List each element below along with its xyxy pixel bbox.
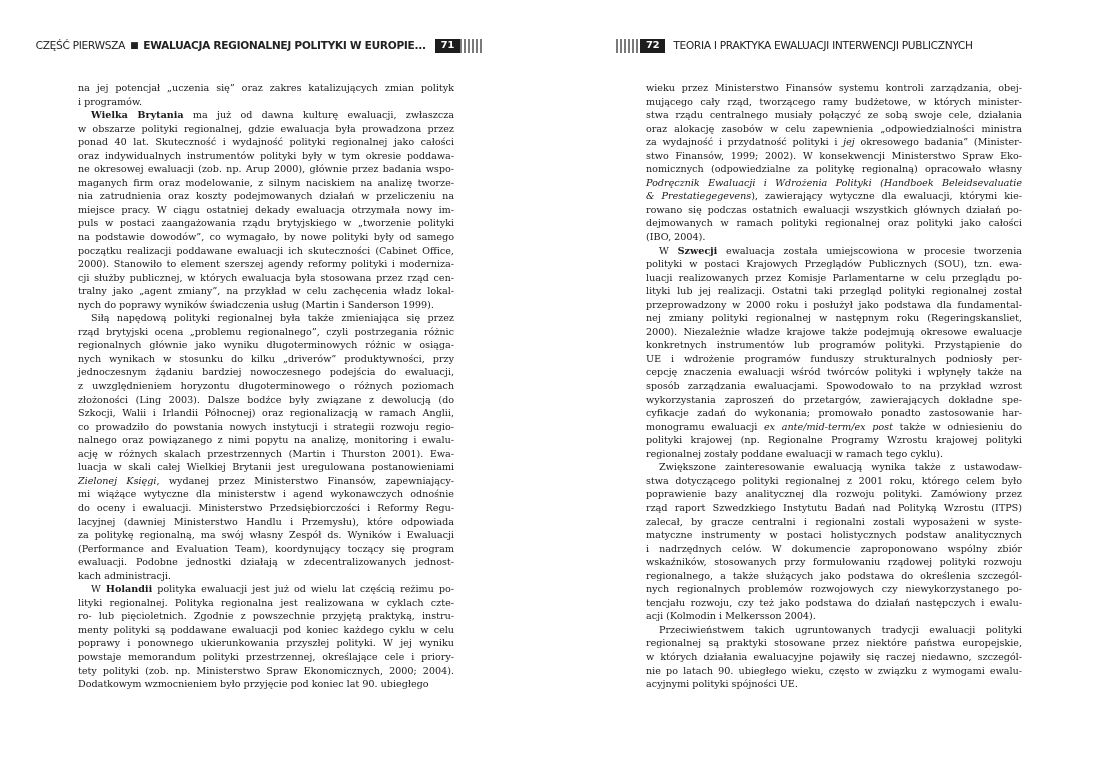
- text-line: powstaje memorandum polityki przestrzennej, określające cele i priory-: [78, 651, 454, 663]
- text-line: tencjału rozwoju, czy też jako podstawa do działań następczych i ewalu-: [646, 597, 1022, 609]
- header-book-title: TEORIA I PRAKTYKA EWALUACJI INTERWENCJI PUBLICZNYCH: [673, 40, 973, 52]
- text-line: polityki w postaci Krajowych Przeglądów Publicznych (SOU), tzn. ewa-: [646, 259, 1022, 271]
- text-line: cepcję znaczenia ewaluacji wśród twórców polityki i wpłynęły także na: [646, 367, 1022, 379]
- text-line: Wielka Brytania ma już od dawna kulturę ewaluacji, zwłaszcza: [91, 110, 454, 122]
- text-line: tralny jako „agent zmiany”, na przykład w celu zachęcenia władz lokal-: [78, 286, 454, 298]
- text-line: rowano się podczas ostatnich ewaluacji wszystkich głównych działań po-: [646, 204, 1022, 216]
- text-line: regionalnego, a także służących jako podstawa do określenia szczegól-: [646, 570, 1022, 582]
- text-line: w których działania ewaluacyjne pojawiły się raczej niedawno, szczegól-: [646, 651, 1022, 663]
- text-line: luacja w skali całej Wielkiej Brytanii jest uregulowana postanowieniami: [78, 462, 454, 474]
- text-line: regionalnych głównie jako wyniku długoterminowych różnic w osiąga-: [78, 340, 454, 352]
- text-line: acyjnymi polityki spójności UE.: [646, 679, 798, 691]
- text-line: sposób zarządzania ewaluacjami. Spowodowało to na przykład wzrost: [646, 381, 1022, 393]
- text-line: nej zmiany polityki regionalnej w następnym roku (Regeringskansliet,: [646, 313, 1022, 325]
- page-number-stripes: [460, 39, 484, 53]
- text-line: Zwiększone zainteresowanie ewaluacją wynika także z ustawodaw-: [659, 462, 1022, 474]
- text-line: ewaluacji. Podobne jednostki działają w zdecentralizowanych jednost-: [78, 557, 454, 569]
- text-line: co prowadziło do powstania nowych instytucji i strategii rozwoju regio-: [78, 421, 454, 433]
- text-line: cji służby publicznej, w których ewaluacja była stosowana przez rząd cen-: [78, 272, 454, 284]
- header-part-label: CZĘŚĆ PIERWSZA: [35, 40, 126, 52]
- text-line: rząd brytyjski ocena „problemu regionalnego”, czyli postrzegania różnic: [78, 326, 454, 338]
- text-line: w obszarze polityki regionalnej, gdzie ewaluacja była prowadzona przez: [78, 123, 454, 135]
- text-line: ro- lub pięcioletnich. Zgodnie z powszechnie przyjętą praktyką, instru-: [78, 611, 454, 623]
- text-line: Szkocji, Walii i Irlandii Północnej) oraz regionalizacją w ramach Anglii,: [78, 408, 454, 420]
- text-line: za wydajność i przydatność polityki i jej okresowego badania” (Minister-: [646, 137, 1022, 149]
- text-line: nia zatrudnienia oraz koszty podejmowanych działań w przeliczeniu na: [78, 191, 454, 203]
- text-line: poprawienie bazy analitycznej dla rozwoju polityki. Zamówiony przez: [646, 489, 1022, 501]
- page-number-box: [616, 39, 665, 53]
- text-line: z uwzględnieniem horyzontu długoterminowego o różnych poziomach: [78, 381, 454, 393]
- text-line: złożoności (Ling 2003). Dalsze bodźce były związane z dewolucją (do: [78, 394, 454, 406]
- header-chapter-title: EWALUACJA REGIONALNEJ POLITYKI W EUROPIE...: [143, 40, 426, 52]
- text-line: jednoczesnym żądaniu bardziej nowoczesnego podejścia do ewaluacji,: [78, 367, 454, 379]
- text-line: monogramu ewaluacji ex ante/mid-term/ex post także w odniesieniu do: [646, 421, 1022, 433]
- text-line: 2000). Niezależnie władze krajowe także podejmują okresowe ewaluacje: [646, 326, 1022, 338]
- text-line: nalnego oraz powiązanego z nimi popytu na analizę, monitoring i ewalu-: [78, 435, 454, 447]
- text-line: luacji realizowanych przez Komisje Parlamentarne w celu przeglądu po-: [646, 272, 1022, 284]
- text-line: poprawy i ponownego ukierunkowania przyszłej polityki. W jej wyniku: [78, 638, 454, 650]
- text-line: & Prestatiegegevens), zawierający wytyczne dla ewaluacji, którymi kie-: [646, 191, 1022, 203]
- text-line: nych do poprawy wyników świadczenia usług (Martin i Sanderson 1999).: [78, 299, 434, 311]
- text-line: regionalnej są praktyki stosowane przez niektóre państwa europejskie,: [646, 638, 1022, 650]
- text-line: (Performance and Evaluation Team), koordynujący toczący się program: [78, 543, 454, 555]
- text-line: regionalnej zostały poddane ewaluacji w ramach tego cyklu).: [646, 448, 944, 460]
- text-line: ponad 40 lat. Skuteczność i wydajność polityki regionalnej jako całości: [78, 137, 454, 149]
- text-line: tety polityki (zob. np. Ministerstwo Spraw Ekonomicznych, 2000; 2004).: [78, 665, 454, 677]
- text-line: Podręcznik Ewaluacji i Wdrożenia Polityki (Handboek Beleidsevaluatie: [646, 177, 1022, 189]
- text-line: stwa rządu centralnego musiały połączyć ze sobą swoje cele, działania: [646, 110, 1022, 122]
- text-line: W Holandii polityka ewaluacji jest już od wielu lat częścią reżimu po-: [91, 584, 454, 596]
- text-line: cyfikacje zadań do wykonania; promowało ponadto zastosowanie har-: [646, 408, 1022, 420]
- text-line: za politykę regionalną, ma swój własny Zespół ds. Wyników i Ewaluacji: [78, 530, 454, 542]
- text-line: ne okresowej ewaluacji (zob. np. Arup 2000), głównie przez badania wspo-: [78, 164, 454, 176]
- text-line: lityki regionalnej. Polityka regionalna jest realizowana w cyklach czte-: [78, 597, 454, 609]
- text-line: nie po latach 90. ubiegłego wieku, często w związku z wymogami ewalu-: [646, 665, 1022, 677]
- text-line: oraz alokację zasobów w celu zapewnienia „odpowiedzialności ministra: [646, 123, 1022, 135]
- page-number: 72: [640, 39, 665, 53]
- text-line: zalecał, by gracze centralni i regionalni zostali wyposażeni w syste-: [646, 516, 1022, 528]
- text-line: początku realizacji poddawane ewaluacji ich skuteczności (Cabinet Office,: [78, 245, 454, 257]
- right-page: [550, 0, 1100, 770]
- text-line: maganych firm oraz modelowanie, z silnym naciskiem na analizę tworze-: [78, 177, 454, 189]
- text-line: na jej potencjał „uczenia się” oraz zakres katalizujących zmian polityk: [78, 83, 454, 94]
- text-line: wieku przez Ministerstwo Finansów systemu kontroli zarządzania, obej-: [646, 83, 1022, 94]
- running-header-right: [616, 38, 973, 54]
- text-line: ację w różnych skalach przestrzennych (Martin i Thurston 2001). Ewa-: [78, 448, 454, 460]
- text-line: dejmowanych w ramach polityki regionalnej oraz polityki jako całości: [646, 218, 1022, 230]
- text-line: kach administracji.: [78, 570, 171, 582]
- page-number: 71: [435, 39, 460, 53]
- text-line: 2000). Stanowiło to element szerszej agendy reformy polityki i moderniza-: [78, 259, 454, 271]
- right-body-text: [646, 82, 1022, 692]
- text-line: miejsce pracy. W ciągu ostatniej dekady ewaluacja otrzymała nowy im-: [78, 204, 454, 216]
- text-line: oraz indywidualnych instrumentów polityki były w tym okresie poddawa-: [78, 150, 454, 162]
- text-line: na podstawie dowodów”, co wymagało, by nowe polityki były od samego: [78, 232, 454, 244]
- text-line: stwa dotyczącego polityki regionalnej z 2001 roku, którego celem było: [646, 475, 1022, 487]
- text-line: konkretnych instrumentów lub programów polityki. Przystąpienie do: [646, 340, 1022, 352]
- text-line: lacyjnej (dawniej Ministerstwo Handlu i Przemysłu), które odpowiada: [78, 516, 454, 528]
- text-line: Przeciwieństwem takich ugruntowanych tradycji ewaluacji polityki: [659, 624, 1022, 636]
- text-line: (IBO, 2004).: [646, 232, 706, 244]
- text-line: menty polityki są poddawane ewaluacji pod koniec każdego cyklu w celu: [78, 624, 454, 636]
- text-line: mującego cały rząd, tworzącego ramy budżetowe, w których minister-: [646, 96, 1022, 108]
- text-line: acji (Kolmodin i Melkersson 2004).: [646, 611, 816, 623]
- text-line: polityki krajowej (np. Regionalne Programy Wzrostu krajowej polityki: [646, 435, 1022, 447]
- text-line: stwo Finansów, 1999; 2002). W konsekwencji Ministerstwo Spraw Eko-: [646, 150, 1022, 162]
- text-line: puls w postaci zaangażowania rządu brytyjskiego w „tworzenie polityki: [78, 218, 454, 230]
- text-line: UE i wdrożenie programów funduszy strukturalnych podniosły per-: [646, 353, 1022, 365]
- page-number-box: [435, 39, 484, 53]
- text-line: i nadrzędnych celów. W dokumencie zaproponowano wspólny zbiór: [646, 543, 1022, 555]
- text-line: rząd raport Szwedzkiego Instytutu Badań nad Polityką Wzrostu (ITPS): [646, 502, 1022, 514]
- text-line: wykorzystania zaproszeń do przetargów, zawierających dokładne spe-: [646, 394, 1022, 406]
- text-line: lityki lub jej realizacji. Ostatni taki przegląd polityki regionalnej został: [646, 286, 1022, 298]
- left-body-text: [78, 82, 454, 692]
- text-line: nomicznych (odpowiedzialne za politykę regionalną) opracowało własny: [646, 164, 1022, 176]
- text-line: wskaźników, stosowanych przy formułowaniu rządowej polityki rozwoju: [646, 557, 1022, 569]
- text-line: mi wiążące wytyczne dla ministerstw i agend wykonawczych odnośnie: [78, 489, 454, 501]
- text-line: W Szwecji ewaluacja została umiejscowiona w procesie tworzenia: [659, 245, 1023, 257]
- text-line: przeprowadzony w 2000 roku i posłużył jako podstawa dla fundamental-: [646, 299, 1022, 311]
- header-square-bullet: ■: [130, 41, 139, 51]
- text-line: Siłą napędową polityki regionalnej była także zmieniająca się przez: [91, 313, 454, 325]
- text-line: do oceny i ewaluacji. Ministerstwo Przedsiębiorczości i Reformy Regu-: [78, 502, 454, 514]
- page-number-stripes: [616, 39, 640, 53]
- text-line: i programów.: [78, 96, 143, 108]
- text-line: nych regionalnych problemów rozwojowych czy niewykorzystanego po-: [646, 584, 1022, 596]
- text-line: nych wynikach w stosunku do kilku „driverów” produktywności, przy: [78, 353, 454, 365]
- text-line: matyczne instrumenty w postaci holistycznych podstaw analitycznych: [646, 530, 1022, 542]
- text-line: Dodatkowym wzmocnieniem było przyjęcie pod koniec lat 90. ubiegłego: [78, 679, 429, 691]
- running-header-left: [36, 38, 484, 54]
- text-line: Zielonej Księgi, wydanej przez Ministerstwo Finansów, zapewniający-: [78, 475, 454, 487]
